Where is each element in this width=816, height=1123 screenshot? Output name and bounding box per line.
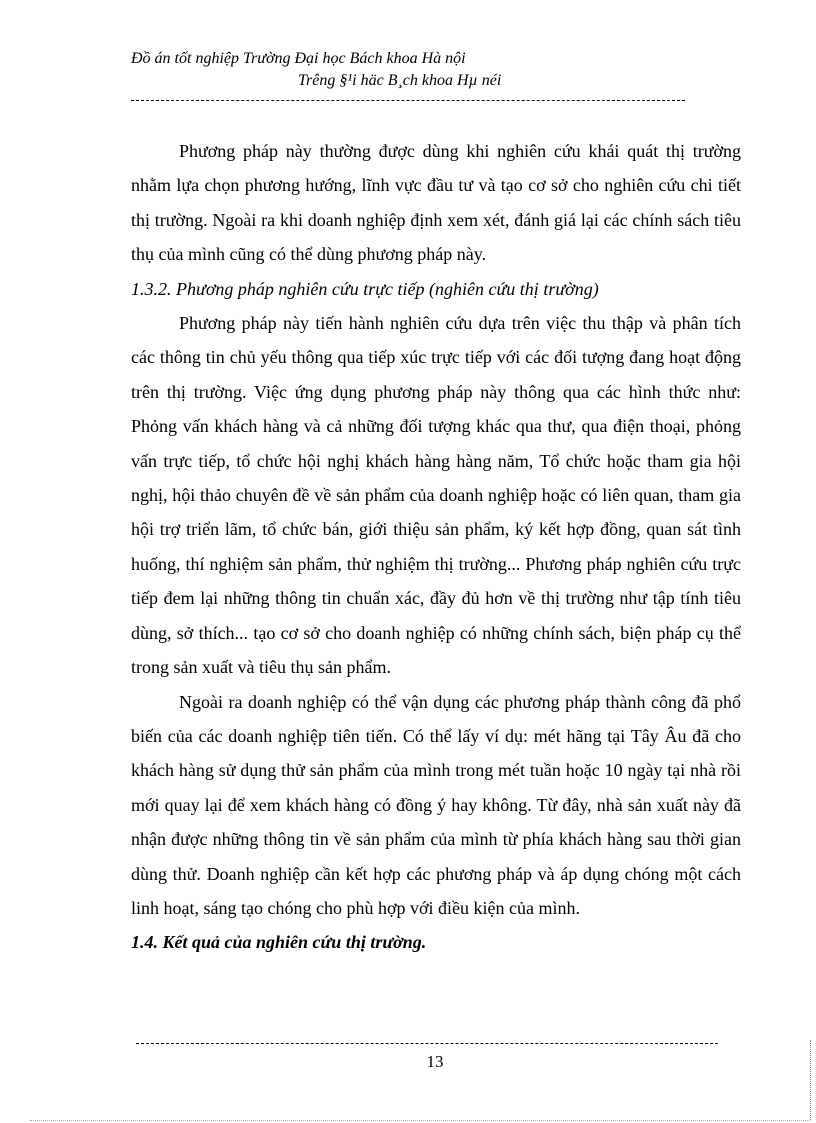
section-heading-1-4: 1.4. Kết quả của nghiên cứu thị trường.	[131, 932, 427, 953]
document-body	[131, 134, 741, 960]
page-header	[131, 48, 691, 92]
margin-guide-bottom	[30, 1120, 810, 1121]
footer-divider	[136, 1043, 718, 1044]
margin-guide-right	[810, 1040, 811, 1120]
header-divider	[131, 100, 685, 101]
paragraph-2: Phương pháp này tiến hành nghiên cứu dựa trên việc thu thập và phân tích các thông tin chủ yếu thông qua tiếp xúc trực tiếp với các đối tượng đang hoạt động trên thị trường. Việc ứng dụng phương pháp này thông qua các hình thức như: Phỏng vấn khách hàng và cả những đối tượng khác qua thư, qua điện thoại, phỏng vấn trực tiếp, tổ chức hội nghị khách hàng hàng năm, Tổ chức hoặc tham gia hội nghị, hội thảo chuyên đề về sản phẩm của doanh nghiệp hoặc có liên quan, tham gia hội trợ triển lãm, tổ chức bán, giới thiệu sản phẩm, ký kết hợp đồng, quan sát tình huống, thí nghiệm sản phẩm, thử nghiệm thị trường... Phương pháp nghiên cứu trực tiếp đem lại những thông tin chuẩn xác, đầy đủ hơn về thị trường như tập tính tiêu dùng, sở thích... tạo cơ sở cho doanh nghiệp có những chính sách, biện pháp cụ thể trong sản xuất và tiêu thụ sản phẩm.	[131, 313, 741, 678]
header-title: Đồ án tốt nghiệp Trường Đại học Bách khoa Hà nội	[131, 50, 466, 67]
paragraph-3: Ngoài ra doanh nghiệp có thể vận dụng các phương pháp thành công đã phổ biến của các doanh nghiệp tiên tiến. Có thể lấy ví dụ: mét hãng tại Tây Âu đã cho khách hàng sử dụng thử sản phẩm của mình trong mét tuần hoặc 10 ngày tại nhà rồi mới quay lại để xem khách hàng có đồng ý hay không. Từ đây, nhà sản xuất này đã nhận được những thông tin về sản phẩm của mình từ phía khách hàng sau thời gian dùng thử. Doanh nghiệp cần kết hợp các phương pháp và áp dụng chóng một cách linh hoạt, sáng tạo chóng cho phù hợp với điều kiện của mình.	[131, 691, 741, 918]
header-title-garbled: Trêng §¹i häc B¸ch khoa Hµ néi	[298, 72, 502, 89]
paragraph-1: Phương pháp này thường được dùng khi nghiên cứu khái quát thị trường nhằm lựa chọn phương hướng, lĩnh vực đầu tư và tạo cơ sở cho nghiên cứu chi tiết thị trường. Ngoài ra khi doanh nghiệp định xem xét, đánh giá lại các chính sách tiêu thụ của mình cũng có thể dùng phương pháp này.	[131, 141, 741, 265]
page-number: 13	[426, 1052, 444, 1071]
section-heading-1-3-2: 1.3.2. Phương pháp nghiên cứu trực tiếp (nghiên cứu thị trường)	[131, 278, 599, 299]
